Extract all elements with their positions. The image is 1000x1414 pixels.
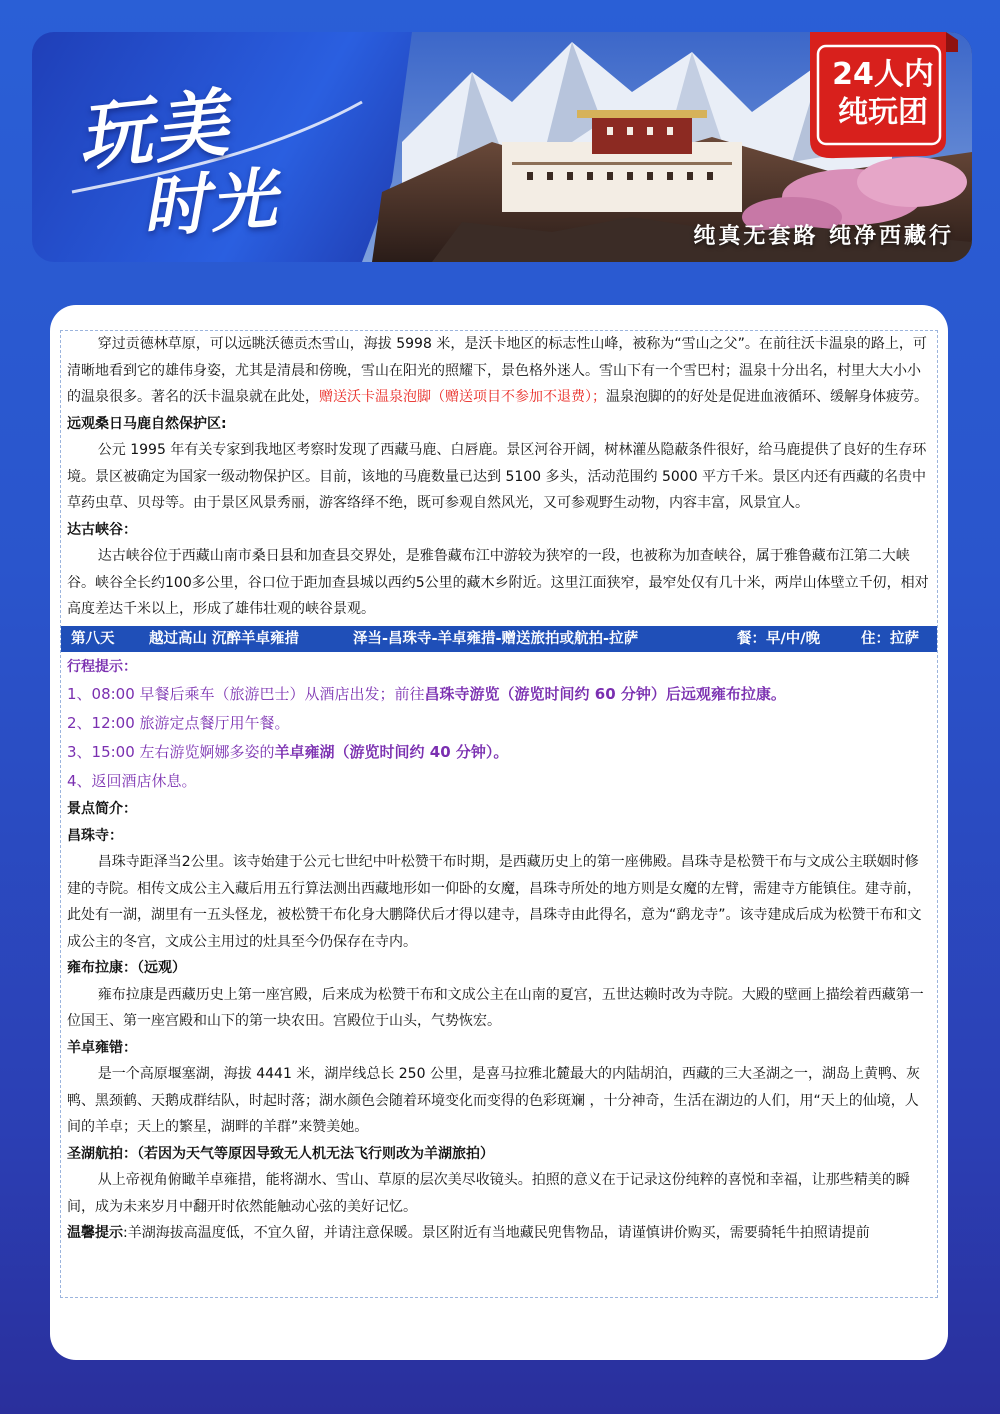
- tips-title: 行程提示：: [67, 658, 137, 675]
- spot-text: 雍布拉康是西藏历史上第一座宫殿，后来成为松赞干布和文成公主在山南的夏宫，五世达赖时改为寺院。大殿的壁画上描绘着西藏第一位国王、第一座宫殿和山下的第一块农田。宫殿位于山头，气势恢宏。: [67, 986, 924, 1029]
- intro-paragraph: [61, 331, 937, 411]
- tip-text: 1、08:00 早餐后乘车（旅游巴士）从酒店出发；前往: [67, 685, 425, 703]
- intro-text-b: 温泉泡脚的的好处是促进血液循环、缓解身体疲劳。: [606, 389, 928, 405]
- day-stay: 住：拉萨: [861, 630, 919, 647]
- warm-tip-label: 温馨提示: [67, 1225, 123, 1241]
- section-text: 公元 1995 年有关专家到我地区考察时发现了西藏马鹿、白唇鹿。景区河谷开阔，树林灌丛隐蔽条件很好，给马鹿提供了良好的生存环境。景区被确定为国家一级动物保护区。目前，该地的马鹿数量已达到 5100 多头，活动范围约 5000 平方千米。景区内还有西藏的名贵中草药虫草、贝母等。由于景区风景秀丽，游客络绎不绝，既可参观自然风光，又可参观野生动物，内容丰富，风景宜人。: [67, 442, 927, 511]
- section-title: 远观桑日马鹿自然保护区:: [67, 415, 227, 432]
- spot-title: 羊卓雍错：: [67, 1039, 137, 1056]
- spot-text: 从上帝视角俯瞰羊卓雍措，能将湖水、雪山、草原的层次美尽收镜头。拍照的意义在于记录这份纯粹的喜悦和幸福，让那些精美的瞬间，成为未来岁月中翻开时依然能触动心弦的美好记忆。: [67, 1172, 910, 1215]
- logo-line-1: 玩美: [73, 80, 234, 182]
- spot-title: 圣湖航拍：（若因为天气等原因导致无人机无法飞行则改为羊湖旅拍）: [67, 1145, 494, 1162]
- section-title: 达古峡谷：: [67, 521, 137, 538]
- tip-item: [61, 709, 937, 738]
- spot-text: 是一个高原堰塞湖，海拔 4441 米，湖岸线总长 250 公里，是喜马拉雅北麓最大的内陆胡泊，西藏的三大圣湖之一，湖岛上黄鸭、灰鸭、黑颈鹤、天鹅成群结队，时起时落；湖水颜色会随着环境变化而变得的色彩斑斓 ，十分神奇，生活在湖边的人们，用“天上的仙境，人间的羊卓；天上的繁星，湖畔的羊群”来赞美她。: [67, 1066, 920, 1135]
- tip-text: 4、返回酒店休息。: [67, 772, 197, 790]
- day-meals: 餐：早/中/晚: [737, 630, 821, 647]
- tip-highlight: 昌珠寺游览（游览时间约 60 分钟）后远观雍布拉康。: [424, 685, 786, 703]
- spot-text: 昌珠寺距泽当2公里。该寺始建于公元七世纪中叶松赞干布时期，是西藏历史上的第一座佛殿。昌珠寺是松赞干布与文成公主联姻时修建的寺院。相传文成公主入藏后用五行算法测出西藏地形如一仰卧的女魔，昌珠寺所处的地方则是女魔的左臂，需建寺方能镇住。建寺前，此处有一湖，湖里有一五头怪龙，被松赞干布化身大鹏降伏后才得以建寺，昌珠寺由此得名，意为“鹞龙寺”。该寺建成后成为松赞干布和文成公主的冬宫，文成公主用过的灶具至今仍保存在寺内。: [67, 854, 922, 950]
- header-banner: [32, 32, 972, 262]
- intro-text-a: 穿过贡德林草原，可以远眺沃德贡杰雪山，海拔 5998 米，是沃卡地区的标志性山峰，被称为“雪山之父”。在前往沃卡温泉的路上，可清晰地看到它的雄伟身姿，尤其是清晨和傍晚，雪山在阳光的照耀下，景色格外迷人。雪山下有一个雪巴村；温泉十分出名，村里大大小小的温泉很多。著名的沃卡温泉就在此处，: [67, 336, 927, 405]
- badge-text-line1: 24人内: [832, 57, 934, 92]
- tip-item: [61, 767, 937, 796]
- intro-gift-text: 赠送沃卡温泉泡脚（赠送项目不参加不退费）；: [319, 389, 606, 405]
- badge-text-line2: 纯玩团: [838, 95, 928, 130]
- slogan: 纯真无套路 纯净西藏行: [693, 224, 954, 249]
- logo-line-2: 时光: [139, 160, 281, 247]
- day-route: 泽当-昌珠寺-羊卓雍措-赠送旅拍或航拍-拉萨: [353, 630, 639, 647]
- section-text: 达古峡谷位于西藏山南市桑日县和加查县交界处，是雅鲁藏布江中游较为狭窄的一段，也被称为加查峡谷，属于雅鲁藏布江第二大峡谷。峡谷全长约100多公里，谷口位于距加查县城以西约5公里的藏木乡附近。这里江面狭窄，最窄处仅有几十米，两岸山体壁立千仞，相对高度差达千米以上，形成了雄伟壮观的峡谷景观。: [67, 548, 929, 617]
- spots-title: 景点简介：: [67, 801, 137, 817]
- spot-title: 昌珠寺：: [67, 827, 123, 844]
- warm-tip-text: :羊湖海拔高温度低，不宜久留，并请注意保暖。景区附近有当地藏民兜售物品，请谨慎讲价购买，需要骑牦牛拍照请提前: [123, 1225, 870, 1241]
- itinerary-content: [60, 330, 938, 1298]
- tip-text: 3、15:00 左右游览婀娜多姿的: [67, 743, 275, 761]
- day-label: 第八天: [71, 630, 115, 647]
- tip-text: 2、12:00 旅游定点餐厅用午餐。: [67, 714, 290, 732]
- tip-item: [61, 738, 937, 767]
- day-header-row: [61, 626, 937, 652]
- tip-item: [61, 680, 937, 709]
- warm-tip: [61, 1220, 937, 1247]
- tip-highlight: 羊卓雍湖（游览时间约 40 分钟）。: [274, 743, 509, 761]
- spot-title: 雍布拉康：（远观）: [67, 960, 186, 976]
- day-theme: 越过高山 沉醉羊卓雍措: [149, 630, 300, 647]
